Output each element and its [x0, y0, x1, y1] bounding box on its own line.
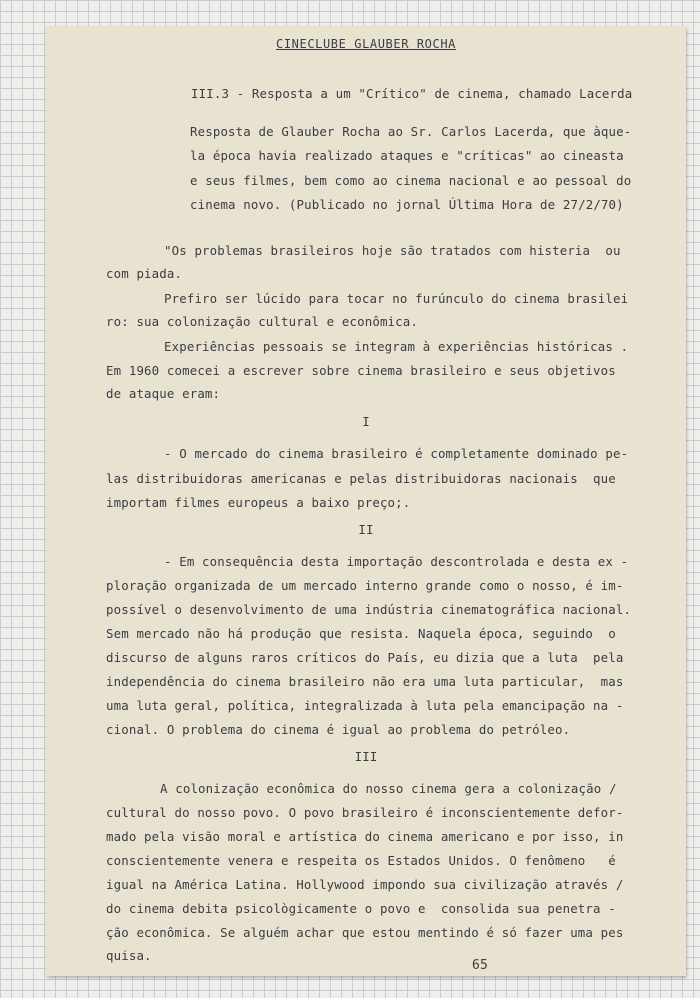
section-title: III.3 - Resposta a um "Crítico" de cinema, chamado Lacerda: [191, 86, 633, 101]
body-line: - Em consequência desta importação descontrolada e desta ex -: [164, 554, 629, 569]
page-number: 65: [472, 958, 488, 973]
document-header: CINECLUBE GLAUBER ROCHA: [276, 37, 456, 51]
document-page: [46, 26, 686, 976]
roman-numeral-heading: II: [358, 522, 374, 537]
body-line: - O mercado do cinema brasileiro é completamente dominado pe-: [164, 446, 629, 461]
intro-line: cinema novo. (Publicado no jornal Última Hora de 27/2/70): [190, 197, 624, 212]
body-line: importam filmes europeus a baixo preço;.: [106, 495, 411, 510]
body-line: ro: sua colonização cultural e econômica.: [106, 314, 419, 329]
body-line: cional. O problema do cinema é igual ao problema do petróleo.: [106, 722, 571, 737]
body-line: Em 1960 comecei a escrever sobre cinema brasileiro e seus objetivos: [106, 363, 616, 378]
intro-line: e seus filmes, bem como ao cinema nacional e ao pessoal do: [190, 173, 632, 188]
body-line: ção econômica. Se alguém achar que estou mentindo é só fazer uma pes: [106, 925, 624, 940]
body-line: mado pela visão moral e artística do cinema americano e por isso, in: [106, 829, 624, 844]
body-line: "Os problemas brasileiros hoje são tratados com histeria ou: [164, 243, 621, 258]
roman-numeral-heading: III: [354, 749, 378, 764]
body-line: com piada.: [106, 266, 183, 281]
intro-line: Resposta de Glauber Rocha ao Sr. Carlos Lacerda, que àque-: [190, 124, 632, 139]
body-line: las distribuidoras americanas e pelas distribuidoras nacionais que: [106, 471, 616, 486]
body-line: Experiências pessoais se integram à experiências históricas .: [164, 339, 629, 354]
body-line: A colonização econômica do nosso cinema gera a colonização /: [160, 781, 617, 796]
body-line: quisa.: [106, 948, 152, 963]
body-line: discurso de alguns raros críticos do País, eu dizia que a luta pela: [106, 650, 624, 665]
body-line: possível o desenvolvimento de uma indústria cinematográfica nacional.: [106, 602, 632, 617]
body-line: independência do cinema brasileiro não era uma luta particular, mas: [106, 674, 624, 689]
roman-numeral-heading: I: [362, 414, 370, 429]
body-line: do cinema debita psicològicamente o povo e consolida sua penetra -: [106, 901, 616, 916]
body-line: conscientemente venera e respeita os Estados Unidos. O fenômeno é: [106, 853, 616, 868]
body-line: ploração organizada de um mercado interno grande como o nosso, é im-: [106, 578, 624, 593]
body-line: Prefiro ser lúcido para tocar no furúnculo do cinema brasilei: [164, 291, 629, 306]
body-line: igual na América Latina. Hollywood impondo sua civilização através /: [106, 877, 624, 892]
body-line: Sem mercado não há produção que resista. Naquela época, seguindo o: [106, 626, 616, 641]
body-line: uma luta geral, política, integralizada à luta pela emancipação na -: [106, 698, 624, 713]
body-line: cultural do nosso povo. O povo brasileiro é inconscientemente defor-: [106, 805, 624, 820]
body-line: de ataque eram:: [106, 386, 221, 401]
intro-line: la época havia realizado ataques e "críticas" ao cineasta: [190, 148, 624, 163]
